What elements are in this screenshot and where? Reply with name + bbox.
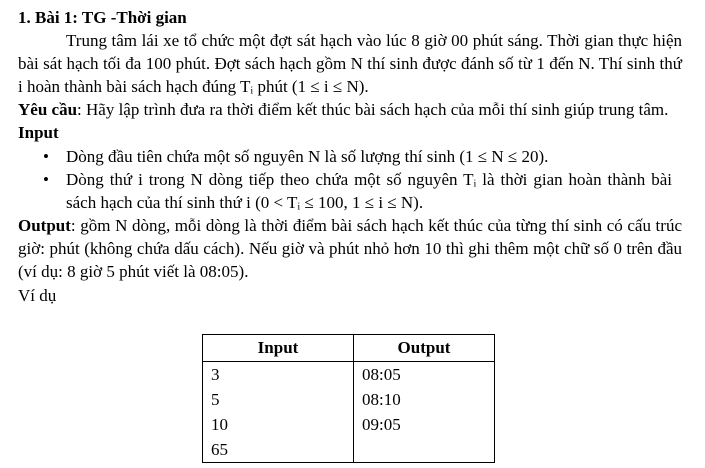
output-label: Output	[18, 216, 71, 235]
input-cell: 10	[203, 412, 354, 437]
requirement-label: Yêu cầu	[18, 100, 78, 119]
problem-statement	[18, 7, 682, 307]
requirement-paragraph	[18, 98, 682, 121]
table-row	[203, 362, 495, 388]
input-bullet-text: Dòng đầu tiên chứa một số nguyên N là số lượng thí sinh (1 ≤ N ≤ 20).	[66, 147, 549, 166]
input-heading: Input	[18, 123, 59, 142]
input-bullet-list	[18, 145, 682, 214]
output-text: : gồm N dòng, mỗi dòng là thời điểm bài sách hạch kết thúc của từng thí sinh có cấu trúc giờ: phút (không chứa dấu cách). Nếu giờ và phút nhỏ hơn 10 thì ghi thêm một chữ số 0 trên đầu (ví dụ: 8 giờ 5 phút viết là 08:05).	[18, 216, 682, 281]
intro-paragraph: Trung tâm lái xe tổ chức một đợt sát hạch vào lúc 8 giờ 00 phút sáng. Thời gian thực hiện bài sát hạch tối đa 100 phút. Đợt sách hạch gồm N thí sinh được đánh số từ 1 đến N. Thí sinh thứ i hoàn thành bài sách hạch đúng Tᵢ phút (1 ≤ i ≤ N).	[18, 31, 682, 96]
input-bullet-text: Dòng thứ i trong N dòng tiếp theo chứa một số nguyên Tᵢ là thời gian hoàn thành bài sách hạch của thí sinh thứ i (0 < Tᵢ ≤ 100, 1 ≤ i ≤ N).	[66, 170, 672, 212]
output-cell: 08:10	[354, 387, 495, 412]
requirement-text: : Hãy lập trình đưa ra thời điểm kết thúc bài sách hạch của mỗi thí sinh giúp trung tâm.	[77, 100, 669, 119]
input-cell: 65	[203, 437, 354, 463]
output-cell	[354, 437, 495, 463]
output-cell: 08:05	[354, 362, 495, 388]
input-cell: 5	[203, 387, 354, 412]
output-cell: 09:05	[354, 412, 495, 437]
input-column-header: Input	[203, 335, 354, 362]
input-cell: 3	[203, 362, 354, 388]
table-row	[203, 412, 495, 437]
input-bullet-item	[18, 168, 672, 214]
table-row	[203, 387, 495, 412]
output-column-header: Output	[354, 335, 495, 362]
problem-title: 1. Bài 1: TG -Thời gian	[18, 8, 187, 27]
table-row	[203, 437, 495, 463]
output-paragraph	[18, 214, 682, 283]
example-table	[202, 334, 495, 463]
bullet-dot-icon: •	[43, 170, 49, 189]
example-table-header-row	[203, 335, 495, 362]
example-label: Ví dụ	[18, 286, 57, 305]
bullet-dot-icon: •	[43, 147, 49, 166]
input-bullet-item	[18, 145, 672, 168]
